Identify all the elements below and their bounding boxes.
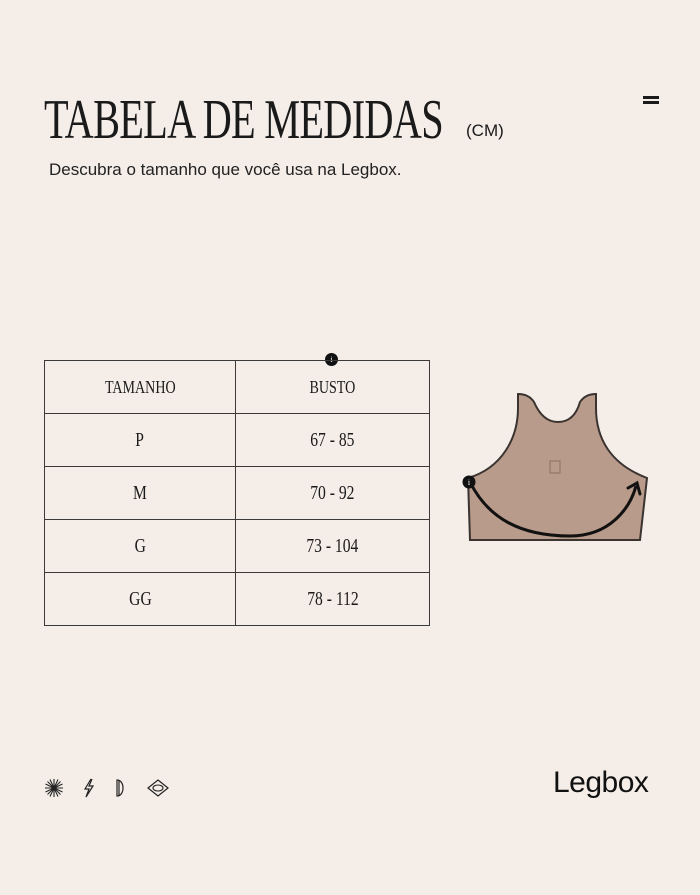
table-row [45,414,430,467]
page-subtitle: Descubra o tamanho que você usa na Legbox. [49,160,402,179]
column-header-size: TAMANHO [45,361,236,414]
size-cell: G [45,520,236,573]
info-icon[interactable]: i [325,353,338,366]
table-header-row [45,361,430,414]
bust-cell: 73 - 104 [236,520,430,573]
page-title: TABELA DE MEDIDAS [44,89,443,151]
page-title-row [44,89,598,151]
column-header-bust: BUSTO [236,361,430,414]
moon-phase-icon [114,778,128,798]
info-icon-label: i [467,478,471,487]
table-row [45,573,430,626]
size-cell: GG [45,573,236,626]
size-table [44,360,430,626]
hamburger-menu-icon[interactable] [643,96,659,106]
table-row [45,520,430,573]
size-cell: M [45,467,236,520]
size-cell: P [45,414,236,467]
eye-diamond-icon [146,778,170,798]
bra-top-illustration [460,388,660,548]
lightning-icon [82,778,96,798]
bust-cell: 67 - 85 [236,414,430,467]
unit-label: (CM) [466,121,504,140]
bust-cell: 70 - 92 [236,467,430,520]
brand-logo[interactable]: Legbox [553,766,649,799]
footer-icons [44,778,170,798]
sun-burst-icon [44,778,64,798]
bra-shape [468,394,647,540]
table-row [45,467,430,520]
bust-cell: 78 - 112 [236,573,430,626]
